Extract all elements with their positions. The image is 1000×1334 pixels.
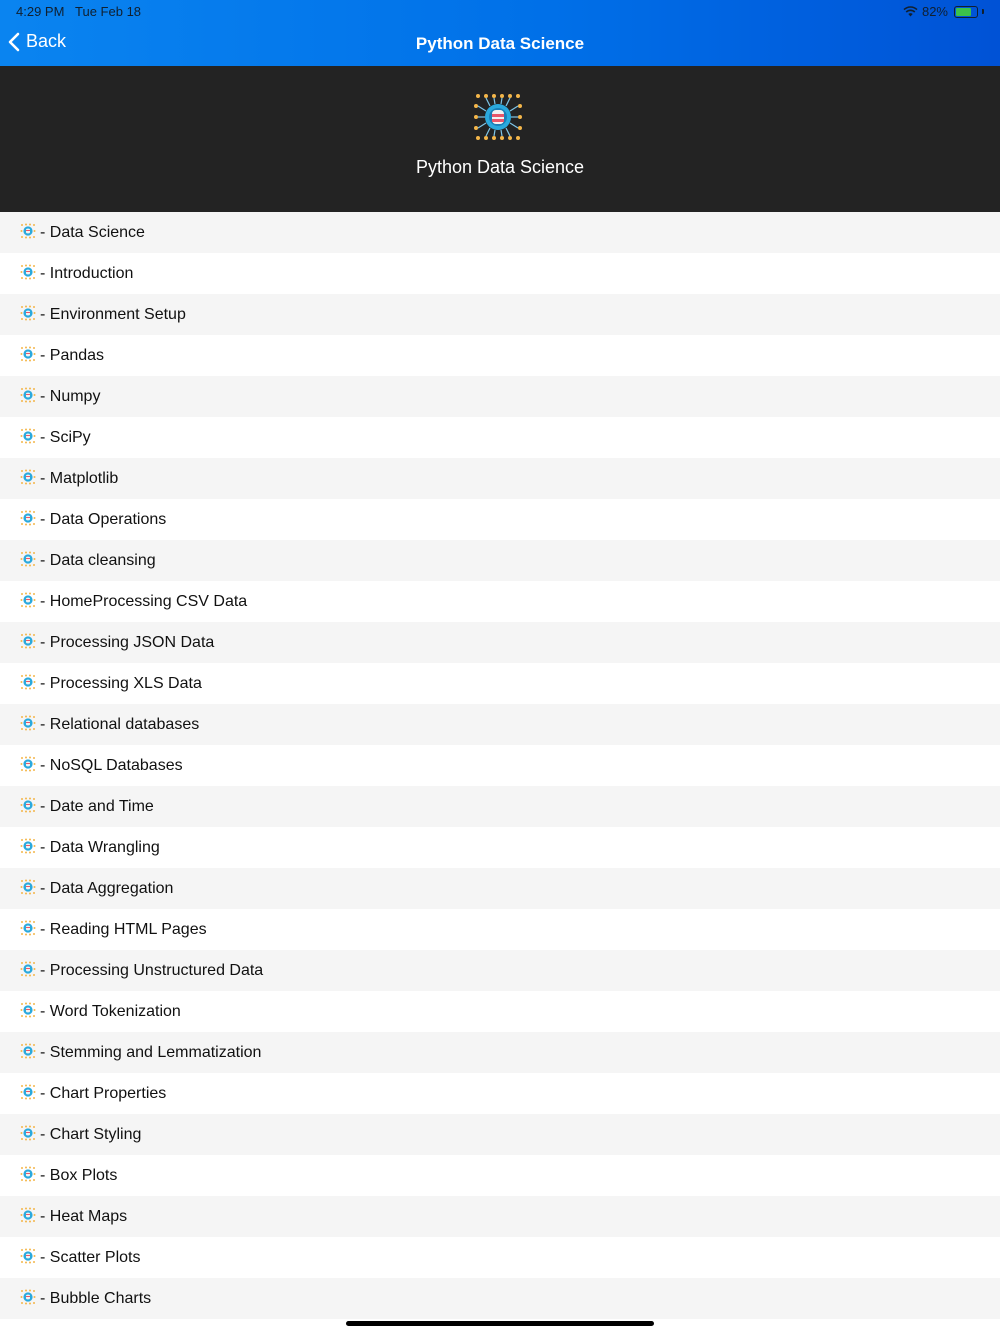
battery-tip (982, 9, 984, 14)
topic-list (0, 212, 1000, 1319)
back-label: Back (26, 31, 67, 51)
topic-row[interactable] (0, 827, 1000, 868)
topic-row[interactable] (0, 253, 1000, 294)
topic-chip-icon (20, 223, 36, 239)
topic-label: - Data Operations (40, 510, 167, 528)
topic-chip-icon (20, 592, 36, 608)
topic-chip-icon (20, 305, 36, 321)
topic-label: - Data Wrangling (40, 838, 160, 856)
navigation-bar (0, 0, 1000, 66)
hero-title: Python Data Science (415, 157, 585, 177)
topic-label: - Data Science (40, 223, 145, 241)
topic-chip-icon (20, 1043, 36, 1059)
battery-percent: 82% (921, 4, 948, 19)
topic-label: - Bubble Charts (40, 1289, 152, 1307)
topic-label: - Scatter Plots (40, 1248, 141, 1266)
topic-label: - Processing Unstructured Data (40, 961, 264, 979)
topic-row[interactable] (0, 868, 1000, 909)
topic-row[interactable] (0, 335, 1000, 376)
topic-row[interactable] (0, 540, 1000, 581)
topic-row[interactable] (0, 376, 1000, 417)
topic-label: - Date and Time (40, 797, 154, 815)
topic-row[interactable] (0, 622, 1000, 663)
topic-label: - Chart Styling (40, 1125, 142, 1143)
topic-chip-icon (20, 879, 36, 895)
topic-row[interactable] (0, 1114, 1000, 1155)
topic-label: - Matplotlib (40, 469, 119, 487)
topic-chip-icon (20, 838, 36, 854)
topic-row[interactable] (0, 786, 1000, 827)
topic-row[interactable] (0, 1237, 1000, 1278)
topic-row[interactable] (0, 1196, 1000, 1237)
status-time (16, 4, 141, 19)
topic-chip-icon (20, 551, 36, 567)
wifi-icon (903, 6, 918, 17)
topic-row[interactable] (0, 212, 1000, 253)
topic-chip-icon (20, 1002, 36, 1018)
status-indicators (903, 4, 984, 19)
topic-row[interactable] (0, 1155, 1000, 1196)
topic-chip-icon (20, 1084, 36, 1100)
topic-row[interactable] (0, 581, 1000, 622)
topic-row[interactable] (0, 294, 1000, 335)
topic-label: - HomeProcessing CSV Data (40, 592, 248, 610)
topic-row[interactable] (0, 950, 1000, 991)
topic-chip-icon (20, 264, 36, 280)
topic-chip-icon (20, 961, 36, 977)
topic-chip-icon (20, 510, 36, 526)
topic-label: - Environment Setup (40, 305, 186, 323)
topic-label: - Stemming and Lemmatization (40, 1043, 262, 1061)
topic-label: - Box Plots (40, 1166, 118, 1184)
topic-label: - Reading HTML Pages (40, 920, 207, 938)
topic-chip-icon (20, 1248, 36, 1264)
topic-chip-icon (20, 1166, 36, 1182)
topic-label: - SciPy (40, 428, 91, 446)
topic-row[interactable] (0, 909, 1000, 950)
topic-chip-icon (20, 387, 36, 403)
topic-row[interactable] (0, 1278, 1000, 1319)
topic-chip-icon (20, 346, 36, 362)
topic-label: - Data cleansing (40, 551, 156, 569)
topic-label: - Pandas (40, 346, 105, 364)
topic-row[interactable] (0, 1032, 1000, 1073)
topic-label: - Data Aggregation (40, 879, 174, 897)
topic-chip-icon (20, 1289, 36, 1305)
home-indicator[interactable] (346, 1321, 654, 1326)
topic-chip-icon (20, 797, 36, 813)
topic-label: - Processing XLS Data (40, 674, 202, 692)
topic-row[interactable] (0, 417, 1000, 458)
topic-label: - Chart Properties (40, 1084, 167, 1102)
topic-chip-icon (20, 1125, 36, 1141)
topic-chip-icon (20, 715, 36, 731)
topic-row[interactable] (0, 499, 1000, 540)
app-header-banner (0, 66, 1000, 212)
topic-row[interactable] (0, 663, 1000, 704)
topic-chip-icon (20, 469, 36, 485)
topic-label: - Introduction (40, 264, 134, 282)
topic-chip-icon (20, 1207, 36, 1223)
battery-level (956, 8, 971, 16)
topic-row[interactable] (0, 1073, 1000, 1114)
topic-chip-icon (20, 428, 36, 444)
status-date-text: Tue Feb 18 (75, 4, 142, 19)
data-chip-icon (473, 92, 523, 142)
battery-icon (954, 6, 978, 18)
topic-row[interactable] (0, 458, 1000, 499)
topic-label: - Relational databases (40, 715, 200, 733)
topic-label: - Numpy (40, 387, 101, 405)
topic-chip-icon (20, 920, 36, 936)
topic-row[interactable] (0, 991, 1000, 1032)
topic-label: - Heat Maps (40, 1207, 128, 1225)
topic-label: - NoSQL Databases (40, 756, 183, 774)
topic-chip-icon (20, 756, 36, 772)
status-time-text: 4:29 PM (16, 4, 65, 19)
topic-chip-icon (20, 633, 36, 649)
topic-row[interactable] (0, 745, 1000, 786)
topic-chip-icon (20, 674, 36, 690)
topic-label: - Word Tokenization (40, 1002, 181, 1020)
nav-title: Python Data Science (415, 34, 585, 53)
topic-label: - Processing JSON Data (40, 633, 215, 651)
topic-row[interactable] (0, 704, 1000, 745)
